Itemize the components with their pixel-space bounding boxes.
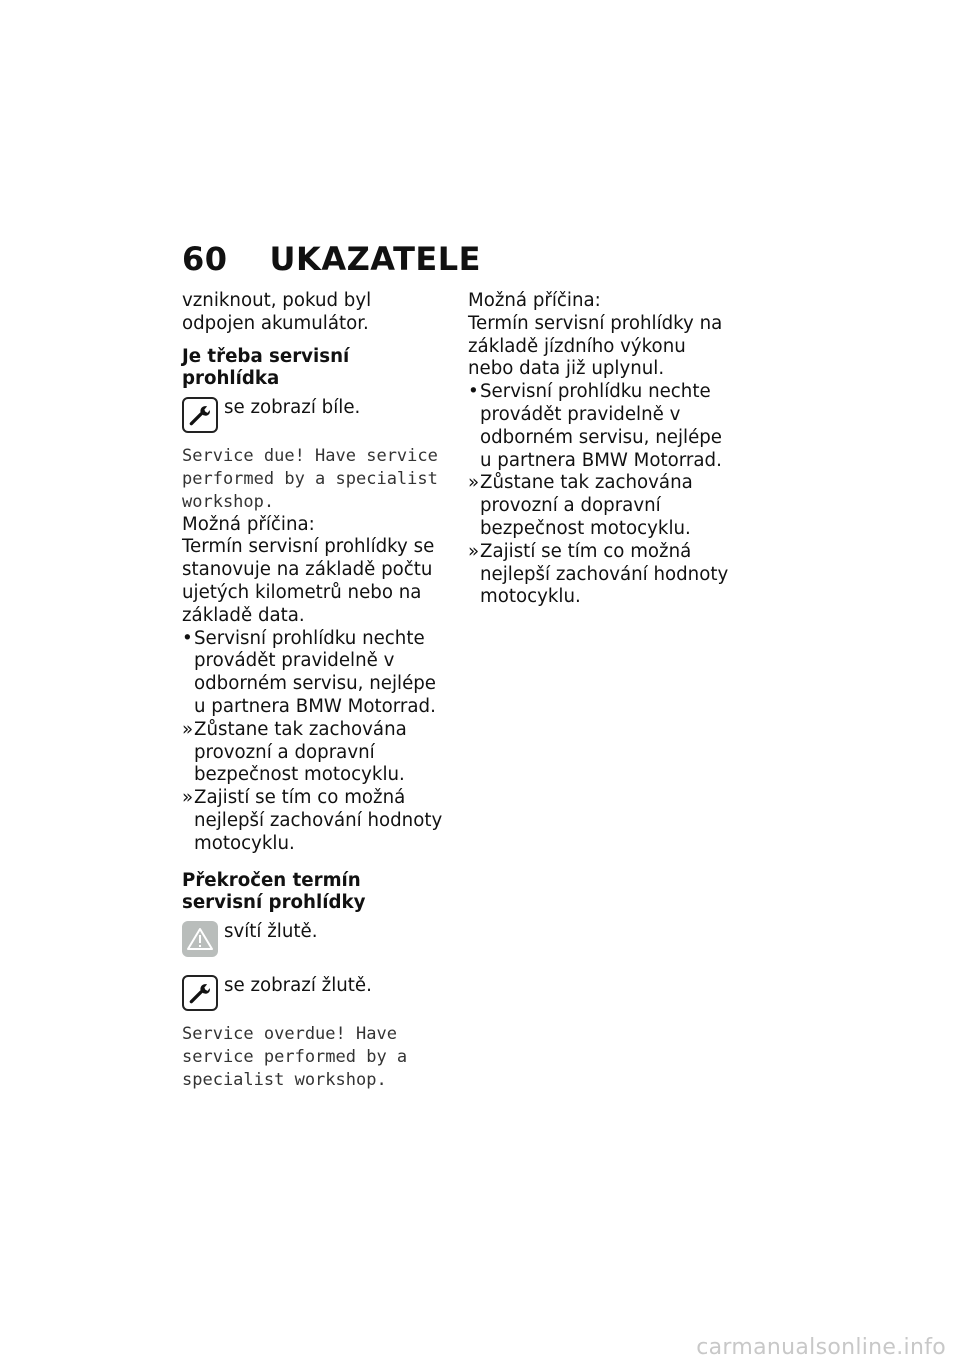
watermark: carmanualsonline.info [696,1335,946,1360]
result-text: Zůstane tak zachována provozní a dopravní bezpečnost motocyklu. [480,472,693,539]
result-mark: » [468,540,480,562]
warning-indicator-row [182,921,444,957]
left-column [182,290,444,1092]
page-header [182,240,481,278]
wrench-indicator-text: se zobrazí žlutě. [224,975,372,997]
display-message: Service overdue! Have service performed by a specialist workshop. [182,1024,408,1090]
list-item [182,628,444,719]
bullet-text: Servisní prohlídku nechte provádět pravidelně v odborném servisu, nejlépe u partnera BMW Motorrad. [194,627,436,717]
result-mark: » [182,787,194,809]
list-item [182,719,444,787]
wrench-indicator-text: se zobrazí bíle. [224,397,361,419]
display-message: Service due! Have service performed by a specialist workshop. [182,446,438,512]
cause-label: Možná příčina: [182,513,315,535]
chapter-title: UKAZATELE [269,240,481,278]
list-item [468,381,730,472]
result-text: Zůstane tak zachována provozní a dopravní bezpečnost motocyklu. [194,718,407,786]
result-mark: » [182,718,194,740]
cause-text: Termín servisní prohlídky se stanovuje na základě počtu ujetých kilometrů nebo na základě data. [182,536,435,626]
right-column [468,290,730,609]
result-mark: » [468,472,480,494]
warning-triangle-icon [182,921,218,957]
bullet-mark: • [468,381,479,403]
list-item [182,787,444,855]
cause-label: Možná příčina: [468,290,601,311]
warning-indicator-text: svítí žlutě. [224,921,318,943]
intro-text: vzniknout, pokud byl odpojen akumulátor. [182,290,372,334]
bullet-mark: • [182,627,193,649]
result-text: Zajistí se tím co možná nejlepší zachování hodnoty motocyklu. [194,787,443,854]
list-item [468,541,730,609]
wrench-indicator-row [182,397,444,433]
bullet-text: Servisní prohlídku nechte provádět pravidelně v odborném servisu, nejlépe u partnera BMW Motorrad. [480,381,722,471]
wrench-indicator-row [182,975,444,1011]
section-heading-service-overdue: Překročen termín servisní prohlídky [182,869,366,914]
page-number: 60 [182,240,228,278]
wrench-icon [182,975,218,1011]
cause-text: Termín servisní prohlídky na základě jízdního výkonu nebo data již uplynul. [468,312,723,380]
list-item [468,472,730,540]
section-heading-service-due: Je třeba servisní prohlídka [182,345,350,390]
wrench-icon [182,397,218,433]
result-text: Zajistí se tím co možná nejlepší zachování hodnoty motocyklu. [480,540,729,608]
